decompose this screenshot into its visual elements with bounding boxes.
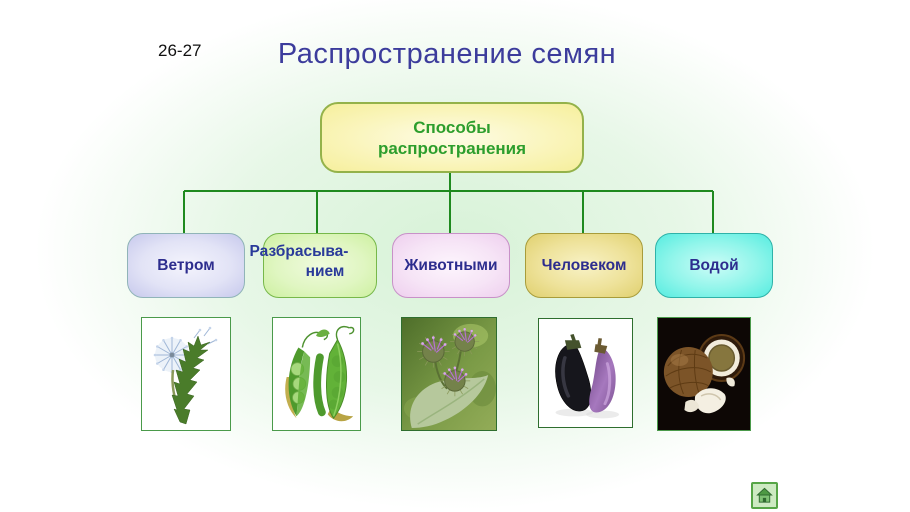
root-box-methods	[320, 102, 584, 173]
pea-pods-image	[272, 317, 361, 431]
home-icon	[755, 486, 774, 505]
box-by-scattering-label-line1: Разбрасыва-	[249, 243, 349, 260]
dandelion-illustration	[142, 318, 230, 430]
root-label-line1: Способы	[413, 117, 491, 137]
root-box-label	[378, 117, 526, 159]
burdock-photo	[402, 318, 496, 430]
pea-pods-illustration	[273, 318, 360, 430]
dandelion-image	[141, 317, 231, 431]
coconut-photo	[658, 318, 750, 430]
eggplants-image	[538, 318, 633, 428]
box-by-water-label: Водой	[689, 256, 739, 274]
coconut-image	[657, 317, 751, 431]
box-by-water	[655, 233, 773, 298]
box-by-humans-label: Человеком	[541, 256, 627, 274]
home-button[interactable]	[751, 482, 778, 509]
page-number: 26-27	[158, 41, 202, 60]
box-by-wind-label: Ветром	[157, 256, 215, 274]
box-by-wind	[127, 233, 245, 298]
box-by-animals-label: Животными	[404, 256, 498, 274]
box-by-animals	[392, 233, 510, 298]
slide-title: Распространение семян	[277, 38, 617, 70]
eggplants-photo	[539, 319, 632, 427]
box-by-scattering-label-line2: нием	[305, 263, 345, 280]
root-label-line2: распространения	[377, 138, 527, 158]
box-by-scattering	[249, 233, 377, 298]
box-by-humans	[525, 233, 643, 298]
burdock-image	[401, 317, 497, 431]
